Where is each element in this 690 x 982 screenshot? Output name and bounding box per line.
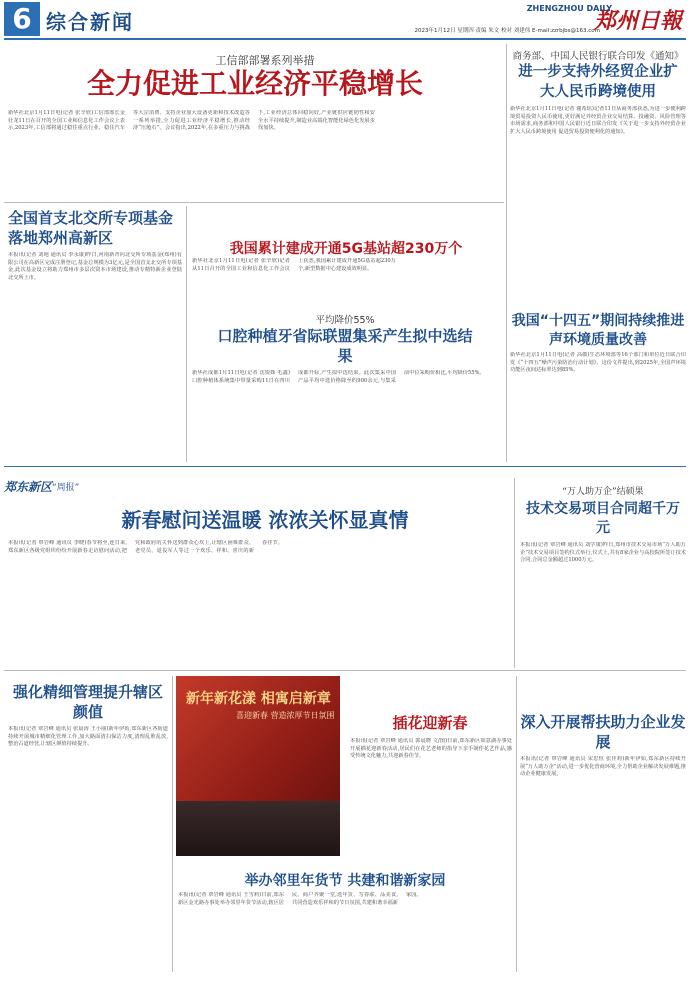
a3-body: 本报讯(记者 刘地 通讯员 李永康)昨日,河南新青向北交所专项基金(郑州)有限公司在高新区完成注册登记,基金总规模为3亿元,是全国首支北交所专项基金,此次基金设立将助力郑州市多层次资本市场建设,推动专精特新企业登陆北交所上市。 — [8, 252, 182, 281]
zhengdong-tag: 郑东新区 — [4, 480, 53, 494]
a5-label: 平均降价55% — [315, 315, 375, 326]
a5-headline: 口腔种植牙省际联盟集采产生拟中选结果 — [217, 327, 473, 365]
a9-headline: 强化精细管理提升辖区颜值 — [12, 683, 163, 721]
a2-kicker: 商务部、中国人民银行联合印发《通知》 — [512, 51, 684, 62]
column-divider — [514, 478, 515, 668]
a3-headline: 全国首支北交所专项基金落地郑州高新区 — [8, 209, 174, 247]
divider — [4, 202, 504, 203]
a9-body: 本报讯(记者 覃岩峰 通讯员 张晨涛 王小丽)新年伊始,郑东新区各街道持续开展城市精细化管理工作,加大路面清扫保洁力度,清理乱堆乱放,整治占道经营,让辖区颜值持续提升。 — [8, 726, 168, 748]
divider — [4, 670, 686, 671]
newspaper-logo: 郑州日報 — [593, 8, 682, 34]
header-rule — [4, 38, 686, 40]
a2-headline: 进一步支持外经贸企业扩大人民币跨境使用 — [518, 64, 678, 100]
a11-headline: 深入开展帮扶助力企业发展 — [520, 713, 686, 751]
a8-headline: 技术交易项目合同超千万元 — [526, 501, 680, 536]
section-title: 综合新闻 — [46, 10, 134, 34]
a10-headline: 插花迎新春 — [392, 714, 468, 732]
a2-body: 新华社北京1月11日电(记者 谢希瑶)记者11日从商务部获悉,为进一步便利跨境贸易投资人民币使用,更好满足外经贸企业交易结算、投融资、风险管理等市场需求,商务部和中国人民银行近日联合印发《关于进一步支持外经贸企业扩大人民币跨境使用 促进贸易投资便利化的通知》。 — [510, 106, 686, 135]
a8-kicker: “万人助万企”结硕果 — [562, 487, 644, 497]
column-divider — [186, 206, 187, 462]
a1-headline: 全力促进工业经济平稳增长 — [86, 67, 423, 100]
page-header — [0, 0, 690, 38]
a1-kicker: 工信部部署系列举措 — [215, 54, 315, 67]
newspaper-logo-en: ZHENGZHOU DAILY — [526, 4, 612, 13]
issue-meta: 2023年1月12日 星期四 责编 朱文 校对 刘建伟 E-mail:zzrbjbs@163.com — [414, 28, 600, 34]
a6-headline: 我国“十四五”期间持续推进声环境质量改善 — [511, 313, 685, 348]
a8-body: 本报讯(记者 覃岩峰 通讯员 刘学康)昨日,郑州市技术交易市场“万人助万企”技术交易项目签约仪式举行,仪式上,共有8家企业与高校院所签订技术合同,合同总金额超过1000万元。 — [520, 542, 686, 564]
photo-banner-subtitle: 喜迎新春 营造浓厚节日氛围 — [236, 711, 335, 720]
photo-crowd — [176, 801, 340, 856]
a7-headline: 新春慰问送温暖 浓浓关怀显真情 — [121, 508, 409, 532]
a10-body: 本报讯(记者 覃岩峰 通讯员 郭晨晓 文/图)日前,郑东新区如意湖办事处开展插花迎新春活动,居民们在花艺老师的指导下亲手制作花艺作品,感受传统文化魅力,共迎新春佳节。 — [350, 738, 512, 760]
a1-body: 新华社北京1月11日电(记者 张辛欣)工信部部长金壮龙11日在召开的全国工业和信息化工作会议上表示,2023年,工信部将通过稳住重点行业、稳住汽车等大宗消费、支持企业加大设备更新和技术改造等一系列举措,全力促进工业经济平稳增长,推动经济“压舱石”。会议指出,2022年,在多重压力与挑战下,工业经济总体回稳向好,产业链供应链韧性和安全水平持续提升,制造业高端化智能化绿色化发展步伐加快。 — [8, 110, 375, 132]
photo-flower-event — [176, 676, 340, 856]
a6-body: 新华社北京1月11日电(记者 高敬)生态环境部等16个部门和单位近日联合印发《“十四五”噪声污染防治行动计划》。这份文件提出,到2025年,全国声环境功能区夜间达标率达到85%。 — [510, 352, 686, 374]
page-number: 6 — [4, 2, 40, 36]
column-divider — [516, 676, 517, 972]
section-rule — [4, 466, 686, 467]
weekly-tag: “周报” — [52, 483, 80, 493]
a5-body: 新华社成都1月11日电(记者 沈锐姝 毛鑫)口腔种植体系统集中带量采购11日在四川成都开标,产生拟中选结果。此次集采中国产品平均中选价格降至约900余元,与集采前中位采购价相比,平均降价55%。 — [192, 370, 485, 384]
column-divider — [506, 44, 507, 462]
column-divider — [172, 676, 173, 972]
photo-banner-title: 新年新花漾 相寓启新章 — [186, 691, 331, 707]
a4-headline: 我国累计建成开通5G基站超230万个 — [229, 241, 463, 257]
a4-body: 新华社北京1月11日电(记者 张辛欣)记者从11日召开的全国工业和信息化工作会议上获悉,我国累计建成开通5G基站超230万个,新型数据中心建设成效明显。 — [192, 258, 396, 272]
a12-headline: 举办邻里年货节 共建和谐新家园 — [244, 873, 446, 889]
a11-body: 本报讯(记者 覃岩峰 通讯员 宋思恒 张佳莉)新年伊始,郑东新区持续开展“万人助万企”活动,进一步优化营商环境,全力帮助企业解决发展难题,推动企业健康发展。 — [520, 756, 686, 778]
a12-body: 本报讯(记者 覃岩峰 通讯员 王雪莉)日前,郑东新区金光路办事处举办邻里年货节活动,辖区居民、商户齐聚一堂,选年货、写春联、品美食,共同营造欢乐祥和的节日氛围,共建和谐幸福新家园。 — [178, 892, 422, 906]
a7-body: 本报讯(记者 覃岩峰 通讯员 李晓)春节将至,连日来,郑东新区各级党组织纷纷开展新春走访慰问活动,把党和政府的关怀送到群众心坎上,让辖区困难群众、老党员、退役军人等过一个欢乐、祥和、喜庆的新春佳节。 — [8, 540, 283, 554]
